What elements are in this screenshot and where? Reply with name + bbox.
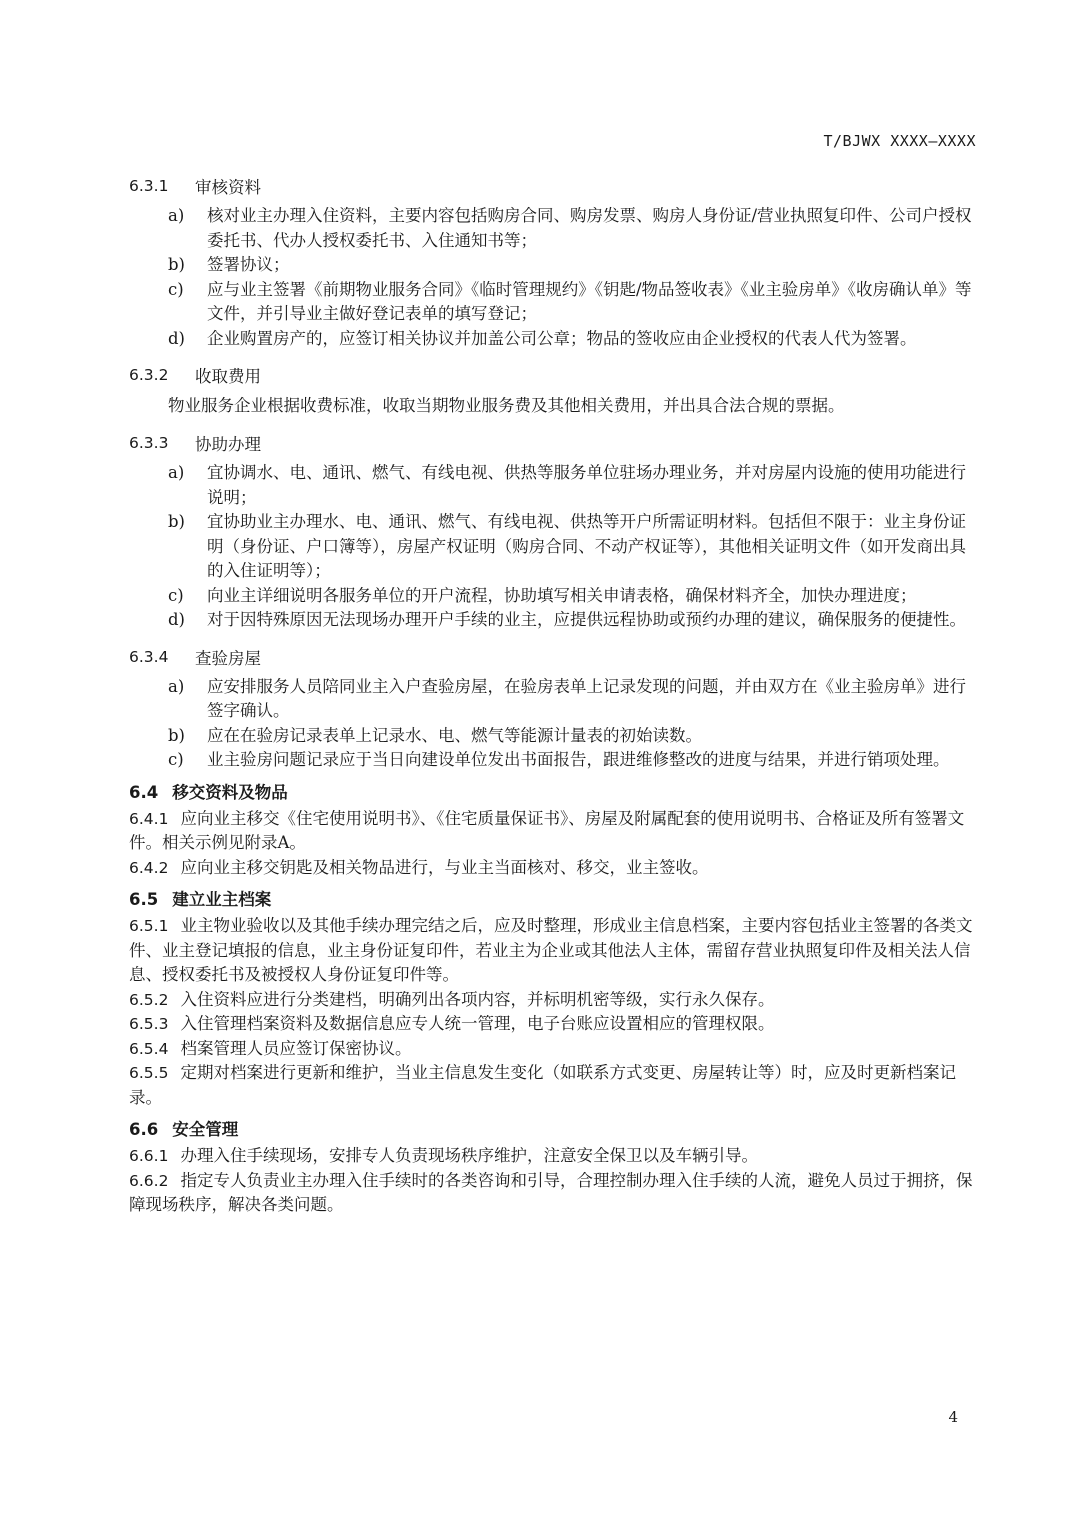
list-item-text: 宜协调水、电、通讯、燃气、有线电视、供热等服务单位驻场办理业务，并对房屋内设施的使用功能进行说明； xyxy=(207,463,966,507)
clause-text: 档案管理人员应签订保密协议。 xyxy=(180,1038,412,1058)
clause xyxy=(129,1012,977,1037)
clause-text: 应向业主移交钥匙及相关物品进行，与业主当面核对、移交，业主签收。 xyxy=(180,857,709,877)
clause xyxy=(129,1144,977,1169)
list-item xyxy=(129,510,977,584)
clause-number: 6.5.2 xyxy=(129,990,169,1009)
list-item-text: 应在在验房记录表单上记录水、电、燃气等能源计量表的初始读数。 xyxy=(207,725,702,745)
clause-number: 6.4.1 xyxy=(129,809,169,828)
list-marker: a) xyxy=(168,463,185,482)
clause-number: 6.5.4 xyxy=(129,1039,169,1058)
clause-number: 6.5.5 xyxy=(129,1064,169,1082)
list-item xyxy=(129,253,977,278)
clause xyxy=(129,807,977,856)
section-heading-6-6 xyxy=(129,1116,977,1144)
subclause-heading-6-3-2 xyxy=(129,361,977,389)
list-marker: c) xyxy=(168,279,184,299)
clause xyxy=(129,1169,977,1218)
clause-text: 业主物业验收以及其他手续办理完结之后，应及时整理，形成业主信息档案，主要内容包括业主签署的各类文件、业主登记填报的信息，业主身份证复印件，若业主为企业或其他法人主体，需留存营业执照复印件及相关法人信息、授权委托书及被授权人身份证复印件等。 xyxy=(129,916,973,984)
list-item-text: 宜协助业主办理水、电、通讯、燃气、有线电视、供热等开户所需证明材料。包括但不限于：业主身份证明（身份证、户口簿等），房屋产权证明（购房合同、不动产权证等），其他相关证明文件（如开发商出具的入住证明等）； xyxy=(207,512,966,580)
list-marker: d) xyxy=(168,610,185,629)
clause xyxy=(129,988,977,1013)
subclause-title: 查验房屋 xyxy=(195,648,261,668)
list-marker: b) xyxy=(168,725,185,745)
list-item-text: 签署协议； xyxy=(207,255,290,274)
list-item xyxy=(129,748,977,773)
list-item-text: 应与业主签署《前期物业服务合同》《临时管理规约》《钥匙/物品签收表》《业主验房单》《收房确认单》等文件，并引导业主做好登记表单的填写登记； xyxy=(207,279,972,323)
list-item xyxy=(129,608,977,633)
clause-text: 应向业主移交《住宅使用说明书》、《住宅质量保证书》、房屋及附属配套的使用说明书、合格证及所有签署文件。相关示例见附录A。 xyxy=(129,808,965,852)
clause-text: 办理入住手续现场，安排专人负责现场秩序维护，注意安全保卫以及车辆引导。 xyxy=(180,1146,758,1165)
list-item-text: 业主验房问题记录应于当日向建设单位发出书面报告，跟进维修整改的进度与结果，并进行销项处理。 xyxy=(207,750,950,769)
list-item xyxy=(129,675,977,724)
list-item-text: 企业购置房产的，应签订相关协议并加盖公司公章；物品的签收应由企业授权的代表人代为签署。 xyxy=(207,328,917,348)
list-item-text: 应安排服务人员陪同业主入户查验房屋，在验房表单上记录发现的问题，并由双方在《业主验房单》进行签字确认。 xyxy=(207,676,966,720)
subclause-title: 收取费用 xyxy=(195,367,261,386)
section-number: 6.5 xyxy=(129,890,159,909)
clause-text: 指定专人负责业主办理入住手续时的各类咨询和引导，合理控制办理入住手续的人流，避免人员过于拥挤，保障现场秩序，解决各类问题。 xyxy=(129,1170,973,1214)
subclause-heading-6-3-1 xyxy=(129,172,977,200)
list-marker: c) xyxy=(168,585,184,605)
list-item-text: 核对业主办理入住资料，主要内容包括购房合同、购房发票、购房人身份证/营业执照复印件、公司户授权委托书、代办人授权委托书、入住通知书等； xyxy=(207,206,972,250)
clause-text: 入住资料应进行分类建档，明确列出各项内容，并标明机密等级，实行永久保存。 xyxy=(180,989,775,1009)
clause-number: 6.5.1 xyxy=(129,917,169,935)
subclause-title: 协助办理 xyxy=(195,435,261,454)
clause-number: 6.6.2 xyxy=(129,1171,169,1190)
list-item xyxy=(129,461,977,510)
clause xyxy=(129,1037,977,1062)
list-item-text: 对于因特殊原因无法现场办理开户手续的业主，应提供远程协助或预约办理的建议，确保服务的便捷性。 xyxy=(207,610,966,629)
list-item xyxy=(129,724,977,749)
list-marker: b) xyxy=(168,255,185,274)
list-item xyxy=(129,584,977,609)
list-marker: b) xyxy=(168,512,185,531)
section-title: 安全管理 xyxy=(172,1120,239,1139)
section-number: 6.4 xyxy=(129,782,159,802)
subclause-number: 6.3.4 xyxy=(129,647,169,666)
section-title: 建立业主档案 xyxy=(172,890,272,909)
clause-text: 入住管理档案资料及数据信息应专人统一管理，电子台账应设置相应的管理权限。 xyxy=(180,1014,775,1033)
subclause-title: 审核资料 xyxy=(195,178,261,197)
clause-text: 定期对档案进行更新和维护，当业主信息发生变化（如联系方式变更、房屋转让等）时，应及时更新档案记录。 xyxy=(129,1063,956,1107)
list-item xyxy=(129,278,977,327)
list-marker: c) xyxy=(168,750,184,769)
subclause-number: 6.3.1 xyxy=(129,177,169,195)
clause xyxy=(129,914,977,988)
paragraph: 物业服务企业根据收费标准，收取当期物业服务费及其他相关费用，并出具合法合规的票据。 xyxy=(168,396,845,415)
page-number: 4 xyxy=(948,1408,958,1426)
list-item xyxy=(129,204,977,253)
list-6-3-1 xyxy=(129,204,977,351)
section-heading-6-4 xyxy=(129,779,977,807)
document-body xyxy=(129,172,977,1218)
standard-code: T/BJWX XXXX—XXXX xyxy=(823,132,976,150)
clause-number: 6.6.1 xyxy=(129,1147,169,1165)
subclause-heading-6-3-4 xyxy=(129,643,977,671)
list-marker: a) xyxy=(168,206,185,225)
subclause-number: 6.3.3 xyxy=(129,434,169,452)
section-title: 移交资料及物品 xyxy=(172,782,288,802)
list-6-3-4 xyxy=(129,675,977,773)
clause-number: 6.5.3 xyxy=(129,1015,169,1033)
section-heading-6-5 xyxy=(129,886,977,914)
clause xyxy=(129,1061,977,1110)
subclause-number: 6.3.2 xyxy=(129,366,169,384)
list-marker: a) xyxy=(168,676,185,696)
subclause-heading-6-3-3 xyxy=(129,429,977,457)
section-number: 6.6 xyxy=(129,1120,159,1139)
clause xyxy=(129,856,977,881)
list-item xyxy=(129,327,977,352)
list-item-text: 向业主详细说明各服务单位的开户流程，协助填写相关申请表格，确保材料齐全，加快办理进度； xyxy=(207,585,917,605)
clause-number: 6.4.2 xyxy=(129,858,169,877)
list-marker: d) xyxy=(168,328,185,348)
list-6-3-3 xyxy=(129,461,977,633)
